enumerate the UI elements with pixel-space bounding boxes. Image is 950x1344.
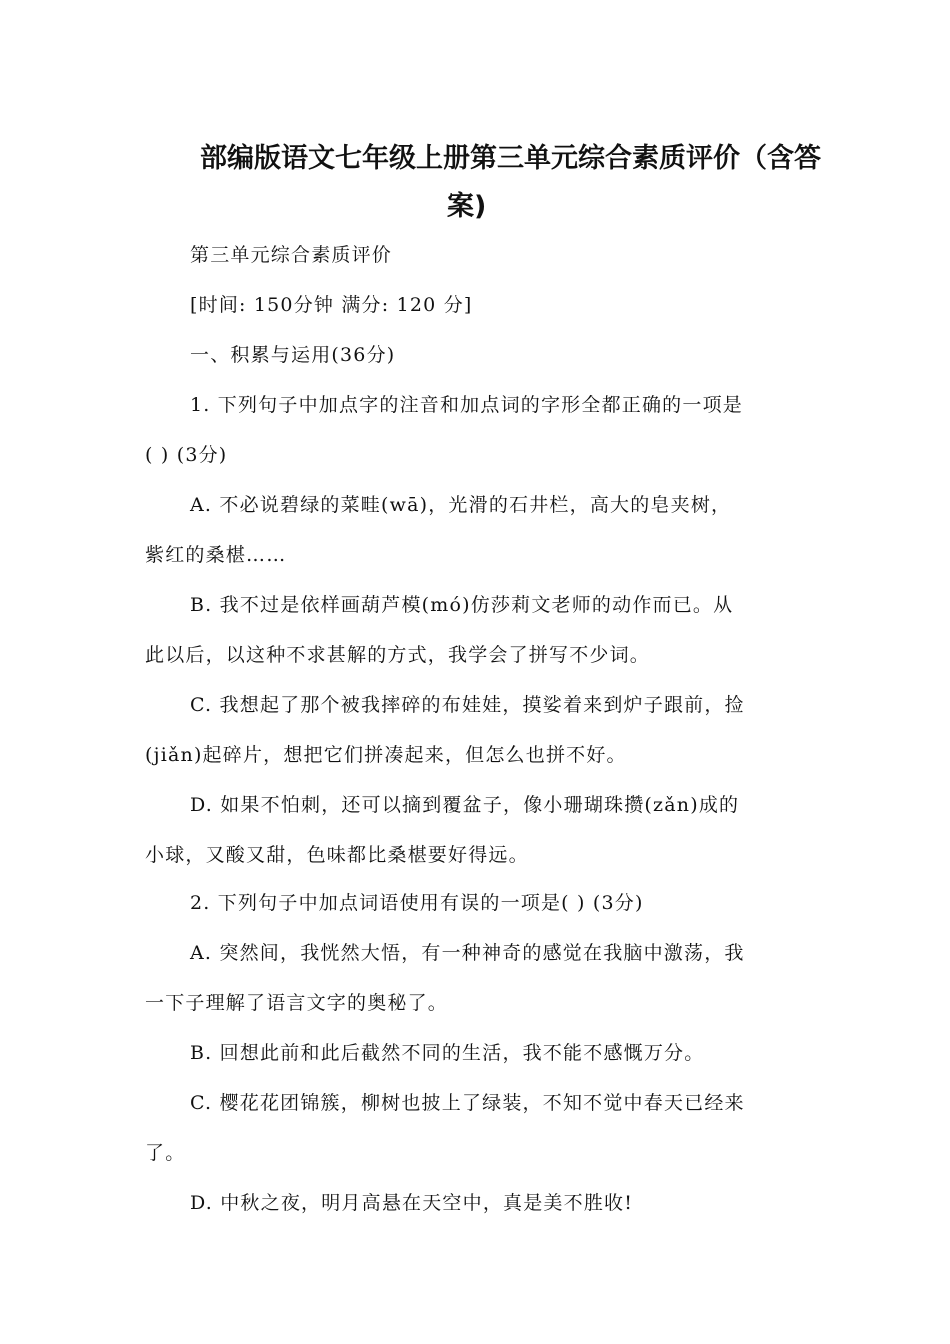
document-title-line-2: 案) [447, 191, 487, 222]
q1-stem-line-1: 1. 下列句子中加点字的注音和加点词的字形全都正确的一项是 [190, 394, 743, 416]
q1-option-c-line-1: C. 我想起了那个被我摔碎的布娃娃，摸娑着来到炉子跟前，捡 [190, 694, 745, 716]
q2-stem: 2. 下列句子中加点词语使用有误的一项是( ) (3分) [190, 892, 644, 914]
q1-option-d-line-2: 小球，又酸又甜，色味都比桑椹要好得远。 [145, 844, 529, 866]
exam-meta: [时间: 150分钟 满分: 120 分] [190, 294, 473, 316]
q1-option-a-line-2: 紫红的桑椹…… [145, 544, 287, 566]
subtitle: 第三单元综合素质评价 [190, 244, 393, 266]
document-title-line-1: 部编版语文七年级上册第三单元综合素质评价（含答 [200, 143, 821, 174]
q1-option-a-line-1: A. 不必说碧绿的菜畦(wā)，光滑的石井栏，高大的皂夹树， [190, 494, 732, 516]
q1-option-b-line-1: B. 我不过是依样画葫芦模(mó)仿莎莉文老师的动作而已。从 [190, 594, 734, 616]
q1-stem-line-2: ( ) (3分) [145, 444, 228, 466]
q1-option-d-line-1: D. 如果不怕刺，还可以摘到覆盆子，像小珊瑚珠攒(zǎn)成的 [190, 794, 740, 816]
q2-option-d: D. 中秋之夜，明月高悬在天空中，真是美不胜收! [190, 1192, 634, 1214]
q2-option-c-line-1: C. 樱花花团锦簇，柳树也披上了绿装，不知不觉中春天已经来 [190, 1092, 745, 1114]
q2-option-a-line-1: A. 突然间，我恍然大悟，有一种神奇的感觉在我脑中激荡，我 [190, 942, 745, 964]
q2-option-c-line-2: 了。 [145, 1142, 186, 1164]
q1-option-b-line-2: 此以后，以这种不求甚解的方式，我学会了拼写不少词。 [145, 644, 651, 666]
q1-option-c-line-2: (jiǎn)起碎片，想把它们拼凑起来，但怎么也拼不好。 [145, 744, 627, 766]
q2-option-b: B. 回想此前和此后截然不同的生活，我不能不感慨万分。 [190, 1042, 705, 1064]
section-heading: 一、积累与运用(36分) [190, 344, 396, 366]
q2-option-a-line-2: 一下子理解了语言文字的奥秘了。 [145, 992, 449, 1014]
